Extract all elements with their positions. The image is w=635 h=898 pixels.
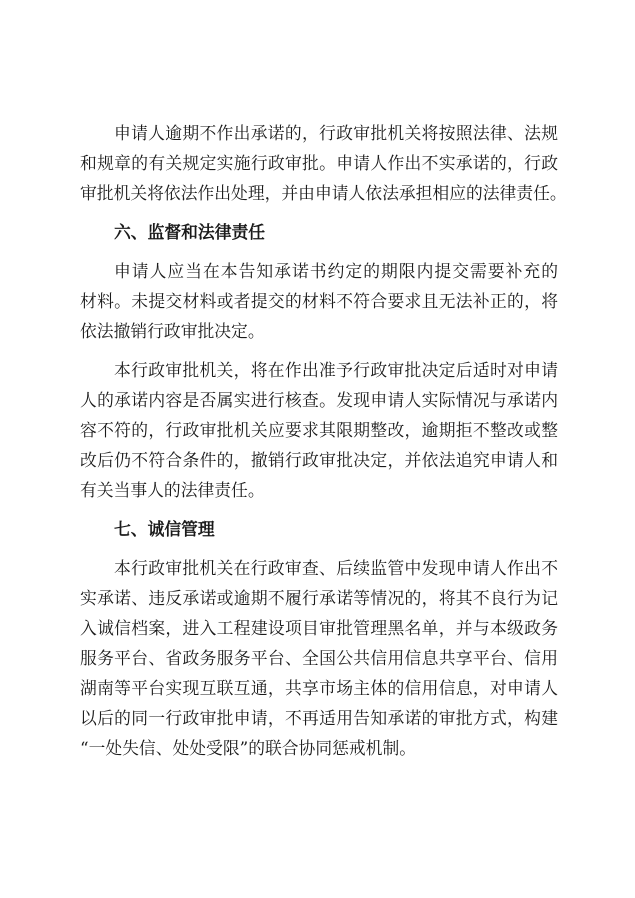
text-line: 实承诺、违反承诺或逾期不履行承诺等情况的，将其不良行为记: [80, 588, 558, 608]
text-line: 以后的同一行政审批申请，不再适用告知承诺的审批方式，构建: [80, 708, 558, 728]
section-heading-credit: 七、诚信管理: [114, 519, 215, 539]
text-line: 有关当事人的法律责任。: [80, 480, 265, 500]
document-body: [80, 118, 567, 763]
text-line: 申请人逾期不作出承诺的，行政审批机关将按照法律、法规: [114, 123, 558, 143]
text-line: 材料。未提交材料或者提交的材料不符合要求且无法补正的，将: [80, 291, 558, 311]
paragraph-commitment-default: [80, 118, 567, 208]
text-line: 本行政审批机关，将在作出准予行政审批决定后适时对申请: [114, 360, 558, 380]
text-line: 湖南等平台实现互联互通，共享市场主体的信用信息，对申请人: [80, 678, 558, 698]
text-line: 审批机关将依法作出处理，并由申请人依法承担相应的法律责任。: [80, 183, 567, 203]
paragraph-supplementary-materials: [80, 256, 558, 346]
text-line: 申请人应当在本告知承诺书约定的期限内提交需要补充的: [114, 261, 558, 281]
text-line: “一处失信、处处受限”的联合协同惩戒机制。: [80, 738, 417, 758]
text-line: 容不符的，行政审批机关应要求其限期整改，逾期拒不整改或整: [80, 420, 558, 440]
text-line: 本行政审批机关在行政审查、后续监管中发现申请人作出不: [114, 558, 558, 578]
text-line: 改后仍不符合条件的，撤销行政审批决定，并依法追究申请人和: [80, 450, 558, 470]
text-line: 人的承诺内容是否属实进行核查。发现申请人实际情况与承诺内: [80, 390, 558, 410]
text-line: 入诚信档案，进入工程建设项目审批管理黑名单，并与本级政务: [80, 618, 558, 638]
text-line: 依法撤销行政审批决定。: [80, 321, 265, 341]
text-line: 服务平台、省政务服务平台、全国公共信用信息共享平台、信用: [80, 648, 558, 668]
text-line: 和规章的有关规定实施行政审批。申请人作出不实承诺的，行政: [80, 153, 558, 173]
section-heading-supervision: 六、监督和法律责任: [114, 222, 266, 242]
paragraph-credit-management: [80, 553, 558, 763]
paragraph-verification: [80, 355, 558, 505]
